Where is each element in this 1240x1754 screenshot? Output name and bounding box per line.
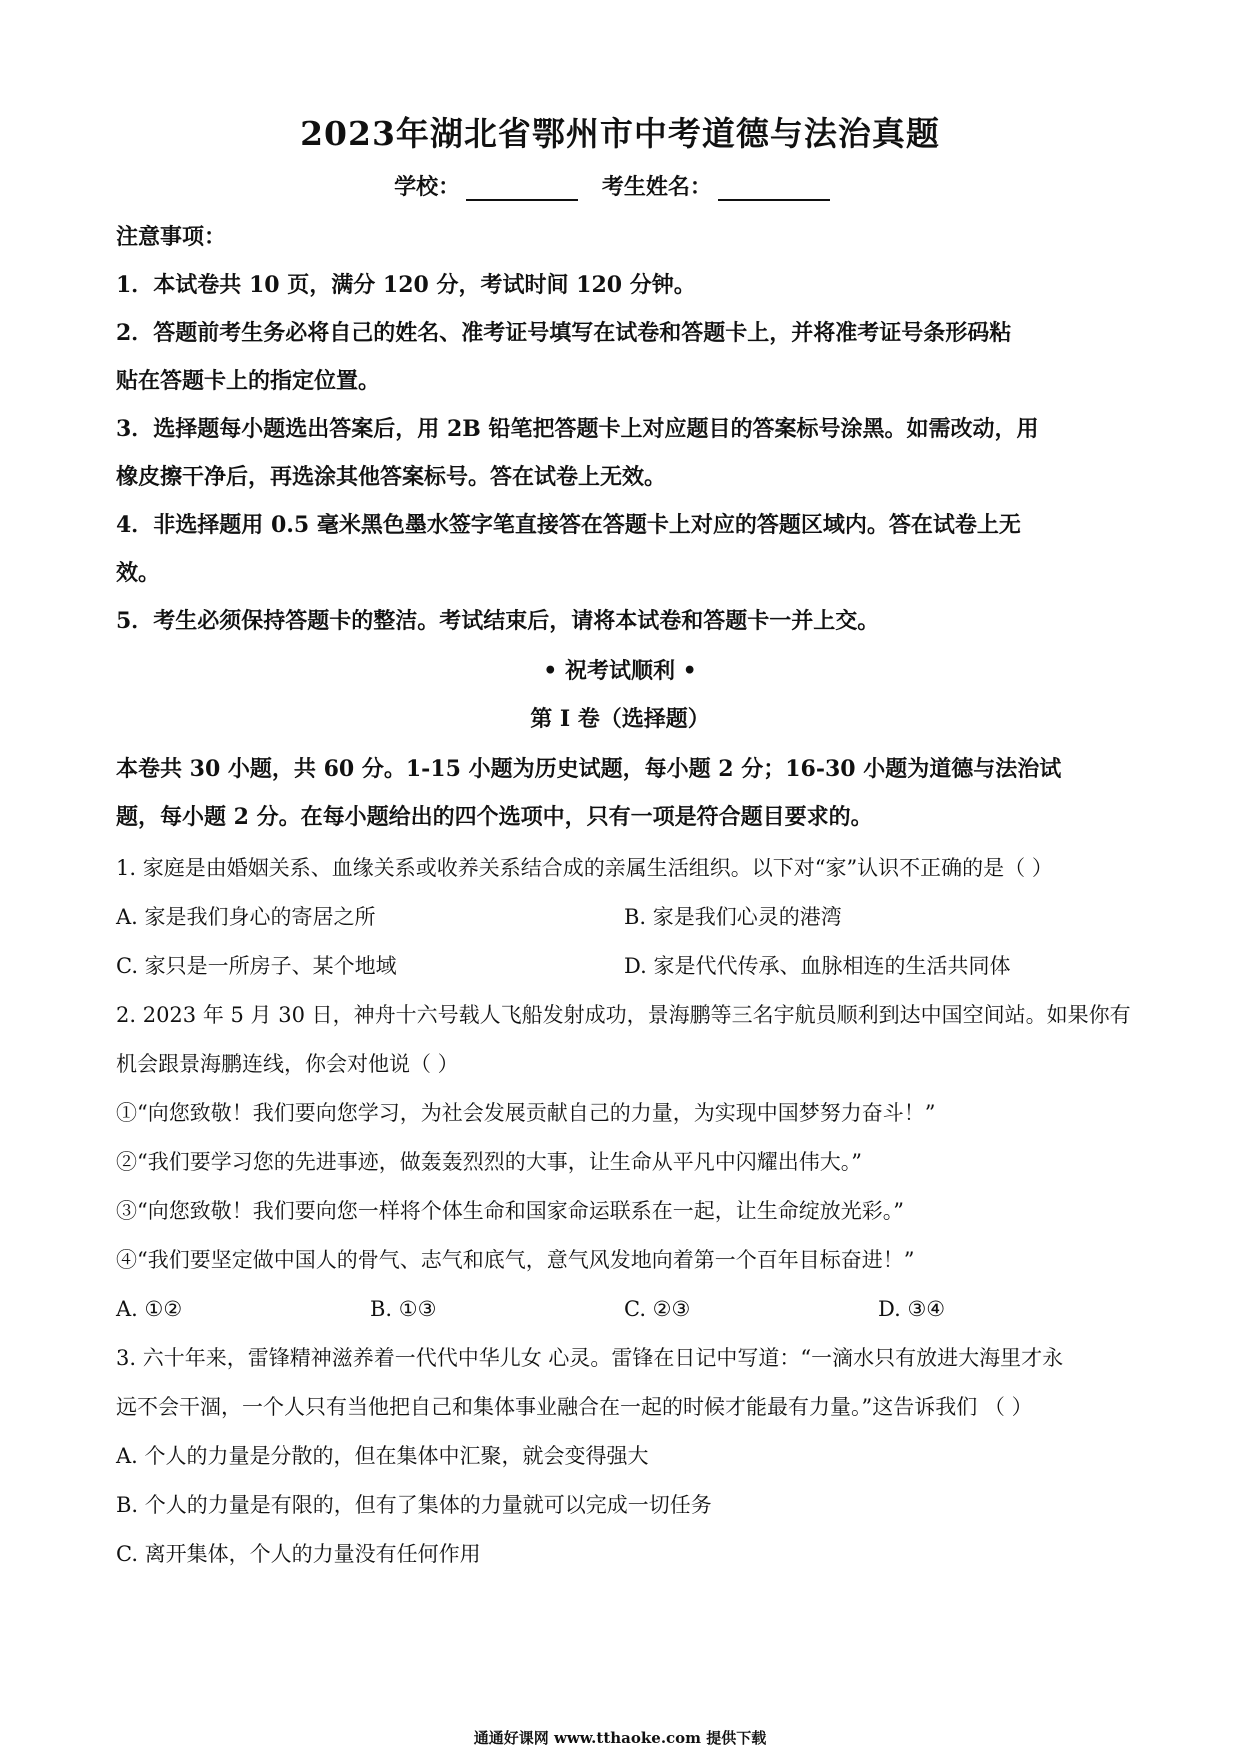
good-luck-wish: • 祝考试顺利 • <box>543 658 697 684</box>
candidate-fields <box>0 170 1240 201</box>
name-label: 考生姓名： <box>601 174 712 200</box>
question-3-stem: 远不会干涸，一个人只有当他把自己和集体事业融合在一起的时候才能最有力量。”这告诉我们 （ ） <box>116 1395 1033 1419</box>
question-1-option-b: B. 家是我们心灵的港湾 <box>624 905 842 929</box>
notice-line: 橡皮擦干净后，再选涂其他答案标号。答在试卷上无效。 <box>116 464 667 490</box>
section-title: 第 I 卷（选择题） <box>530 706 710 732</box>
notice-line: 1．本试卷共 10 页，满分 120 分，考试时间 120 分钟。 <box>116 272 696 298</box>
notice-line: 5．考生必须保持答题卡的整洁。考试结束后，请将本试卷和答题卡一并上交。 <box>116 608 880 634</box>
question-2-stem: 机会跟景海鹏连线，你会对他说（ ） <box>116 1052 459 1076</box>
question-2-stem: 2. 2023 年 5 月 30 日，神舟十六号载人飞船发射成功，景海鹏等三名宇航员顺利到达中国空间站。如果你有 <box>116 1003 1131 1027</box>
question-2-option-b: B. ①③ <box>370 1297 437 1321</box>
notice-line: 4．非选择题用 0.5 毫米黑色墨水签字笔直接答在答题卡上对应的答题区域内。答在试卷上无 <box>116 512 1021 538</box>
question-3-option-c: C. 离开集体，个人的力量没有任何作用 <box>116 1542 481 1566</box>
notice-line: 效。 <box>116 560 161 586</box>
notice-line: 3．选择题每小题选出答案后，用 2B 铅笔把答题卡上对应题目的答案标号涂黑。如需改动，用 <box>116 416 1039 442</box>
question-1-option-d: D. 家是代代传承、血脉相连的生活共同体 <box>624 954 1011 978</box>
question-3-option-b: B. 个人的力量是有限的，但有了集体的力量就可以完成一切任务 <box>116 1493 712 1517</box>
question-2-option-c: C. ②③ <box>624 1297 691 1321</box>
question-3-stem: 3. 六十年来，雷锋精神滋养着一代代中华儿女 心灵。雷锋在日记中写道：“一滴水只有放进大海里才永 <box>116 1346 1064 1370</box>
question-3-option-a: A. 个人的力量是分散的，但在集体中汇聚，就会变得强大 <box>116 1444 649 1468</box>
question-2-statement: ①“向您致敬！我们要向您学习，为社会发展贡献自己的力量，为实现中国梦努力奋斗！” <box>116 1101 936 1125</box>
notice-line: 2．答题前考生务必将自己的姓名、准考证号填写在试卷和答题卡上，并将准考证号条形码粘 <box>116 320 1012 346</box>
question-1-option-c: C. 家只是一所房子、某个地域 <box>116 954 397 978</box>
school-label: 学校： <box>394 174 461 200</box>
page-title: 2023年湖北省鄂州市中考道德与法治真题 <box>300 114 940 153</box>
section-intro-line: 本卷共 30 小题，共 60 分。1-15 小题为历史试题，每小题 2 分；16-30 小题为道德与法治试 <box>116 756 1062 782</box>
notice-heading: 注意事项： <box>116 224 227 250</box>
question-2-statement: ②“我们要学习您的先进事迹，做轰轰烈烈的大事，让生命从平凡中闪耀出伟大。” <box>116 1150 862 1174</box>
footer-credit: 通通好课网 www.tthaoke.com 提供下载 <box>473 1729 767 1747</box>
name-blank <box>718 177 830 201</box>
question-1-stem: 1. 家庭是由婚姻关系、血缘关系或收养关系结合成的亲属生活组织。以下对“家”认识不正确的是（ ） <box>116 856 1053 880</box>
question-2-statement: ③“向您致敬！我们要向您一样将个体生命和国家命运联系在一起，让生命绽放光彩。” <box>116 1199 904 1223</box>
notice-line: 贴在答题卡上的指定位置。 <box>116 368 381 394</box>
question-1-option-a: A. 家是我们身心的寄居之所 <box>116 905 376 929</box>
question-2-option-d: D. ③④ <box>878 1297 946 1321</box>
section-intro-line: 题，每小题 2 分。在每小题给出的四个选项中，只有一项是符合题目要求的。 <box>116 804 873 830</box>
question-2-statement: ④“我们要坚定做中国人的骨气、志气和底气，意气风发地向着第一个百年目标奋进！” <box>116 1248 915 1272</box>
question-2-option-a: A. ①② <box>116 1297 183 1321</box>
school-blank <box>466 177 578 201</box>
